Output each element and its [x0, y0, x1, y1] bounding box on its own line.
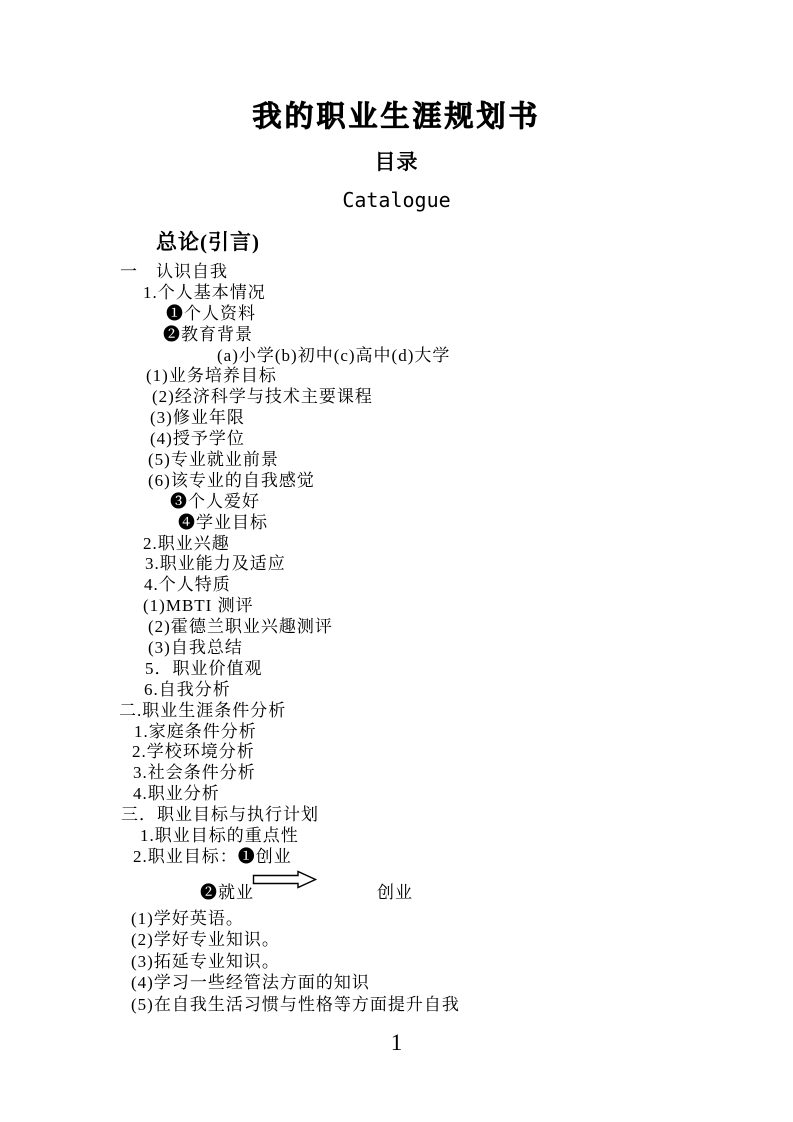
- toc-line: ❸个人爱好: [170, 491, 260, 511]
- toc-line: (6)该专业的自我感觉: [148, 470, 315, 490]
- goal-diagram-right-label: 创业: [377, 883, 413, 902]
- plan-item: (2)学好专业知识。: [131, 930, 280, 950]
- toc-line: (a)小学(b)初中(c)高中(d)大学: [217, 345, 451, 365]
- toc-line: 2.学校环境分析: [132, 742, 255, 762]
- plan-item: (5)在自我生活习惯与性格等方面提升自我: [131, 994, 460, 1014]
- toc-line: (2)霍德兰职业兴趣测评: [148, 617, 333, 637]
- plan-item: (4)学习一些经管法方面的知识: [131, 973, 370, 993]
- toc-line: 4.职业分析: [133, 784, 220, 804]
- career-goal-diagram: [0, 869, 793, 909]
- toc-line: 1.个人基本情况: [143, 282, 266, 302]
- toc-line: (1)业务培养目标: [146, 366, 277, 386]
- toc-heading-chinese: 目录: [374, 150, 419, 174]
- toc-line: 1.家庭条件分析: [134, 721, 257, 741]
- page-number: 1: [390, 1030, 403, 1055]
- toc-line: 二.职业生涯条件分析: [119, 700, 287, 720]
- goal-diagram-left-label: ❷就业: [200, 883, 254, 902]
- toc-line: (4)授予学位: [150, 429, 245, 449]
- toc-line: (3)自我总结: [148, 638, 243, 658]
- toc-line: 3.职业能力及适应: [145, 554, 286, 574]
- intro-section-heading: 总论(引言): [156, 230, 260, 254]
- toc-line: ❶个人资料: [166, 303, 256, 323]
- toc-line: 三．职业目标与执行计划: [121, 805, 319, 825]
- toc-line: 3.社会条件分析: [133, 763, 256, 783]
- toc-line: 4.个人特质: [144, 575, 231, 595]
- toc-line: (5)专业就业前景: [148, 450, 279, 470]
- toc-line: 一 认识自我: [120, 262, 228, 281]
- plan-item: (1)学好英语。: [131, 909, 244, 928]
- execution-plan-list: [100, 908, 700, 1015]
- toc-heading-english: Catalogue: [342, 188, 451, 212]
- right-arrow-icon: [252, 870, 318, 894]
- toc-line: 5．职业价值观: [145, 658, 263, 678]
- toc-line: 6.自我分析: [144, 679, 231, 699]
- toc-line: (2)经济科学与技术主要课程: [152, 387, 373, 407]
- document-title: 我的职业生涯规划书: [252, 101, 541, 133]
- toc-line: ❷教育背景: [163, 324, 253, 344]
- toc-list: [100, 262, 700, 868]
- plan-item: (3)拓延专业知识。: [131, 951, 280, 971]
- toc-line: (3)修业年限: [150, 408, 245, 428]
- toc-line: 2.职业目标：❶创业: [133, 846, 292, 866]
- toc-line: (1)MBTI 测评: [143, 596, 254, 616]
- toc-line: 1.职业目标的重点性: [140, 826, 299, 846]
- toc-line: ❹学业目标: [178, 512, 268, 532]
- toc-line: 2.职业兴趣: [143, 533, 230, 553]
